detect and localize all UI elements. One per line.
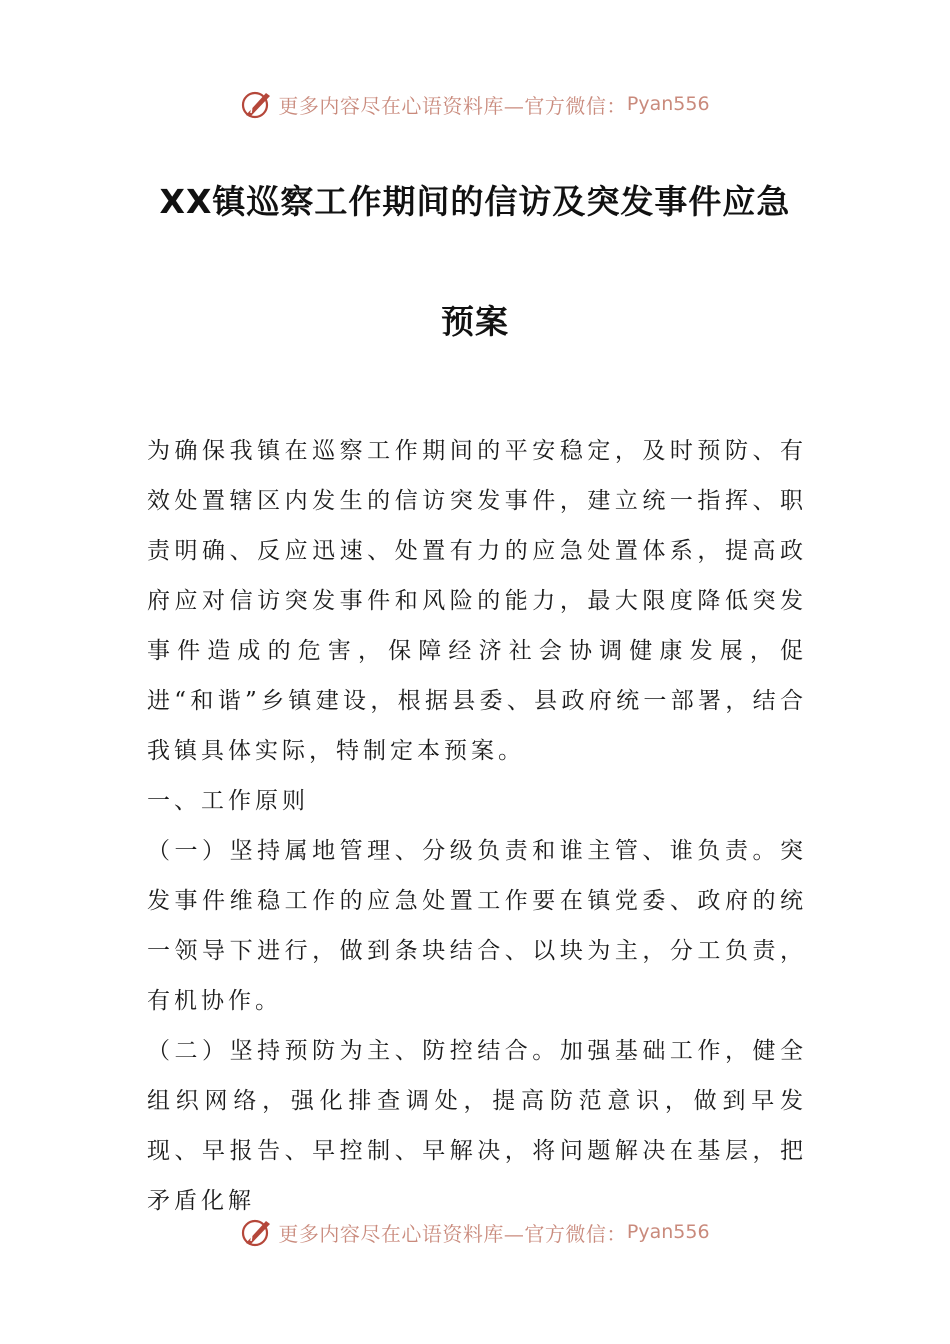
watermark-id: Pyan556 bbox=[626, 1221, 710, 1243]
watermark-footer bbox=[0, 1212, 950, 1252]
pen-logo-icon bbox=[240, 1215, 274, 1249]
pen-logo-icon bbox=[240, 87, 274, 121]
paragraph-principle-1: （一）坚持属地管理、分级负责和谁主管、谁负责。突发事件维稳工作的应急处置工作要在镇党委、政府的统一领导下进行，做到条块结合、以块为主，分工负责，有机协作。 bbox=[147, 838, 807, 1014]
document-body bbox=[147, 426, 807, 1226]
watermark-text: 更多内容尽在心语资料库—官方微信： bbox=[278, 1221, 627, 1246]
watermark-text: 更多内容尽在心语资料库—官方微信： bbox=[278, 93, 627, 118]
document-title-line2: 预案 bbox=[441, 302, 509, 341]
section-heading-principles: 一、工作原则 bbox=[147, 788, 309, 814]
watermark-id: Pyan556 bbox=[626, 93, 710, 115]
watermark-header bbox=[0, 84, 950, 124]
paragraph-principle-2: （二）坚持预防为主、防控结合。加强基础工作，健全组织网络，强化排查调处，提高防范意识，做到早发现、早报告、早控制、早解决，将问题解决在基层，把矛盾化解 bbox=[147, 1038, 807, 1214]
paragraph-intro: 为确保我镇在巡察工作期间的平安稳定，及时预防、有效处置辖区内发生的信访突发事件，建立统一指挥、职责明确、反应迅速、处置有力的应急处置体系，提高政府应对信访突发事件和风险的能力，最大限度降低突发事件造成的危害，保障经济社会协调健康发展，促进“和谐”乡镇建设，根据县委、县政府统一部署，结合我镇具体实际，特制定本预案。 bbox=[147, 438, 807, 764]
document-title-line1: XX镇巡察工作期间的信访及突发事件应急 bbox=[159, 182, 791, 221]
